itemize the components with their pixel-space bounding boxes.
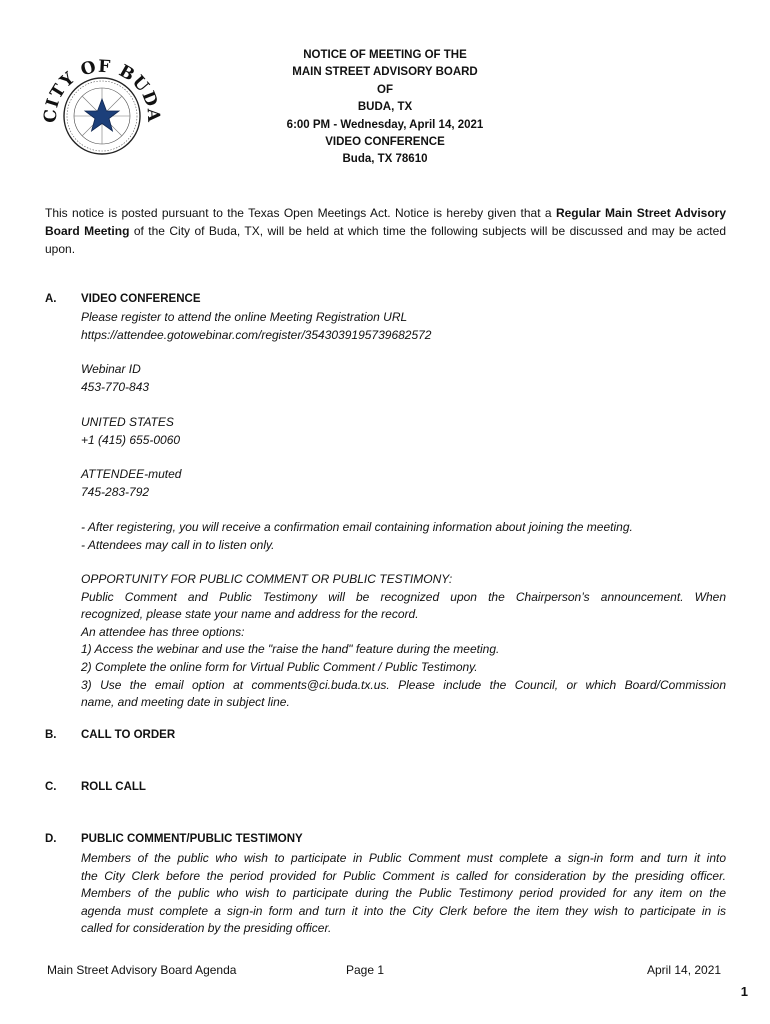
- attendee-block: [81, 466, 726, 501]
- header-line: 6:00 PM - Wednesday, April 14, 2021: [286, 118, 484, 131]
- section-title: CALL TO ORDER: [81, 729, 176, 741]
- option-3-cont: name, and meeting date in subject line.: [81, 695, 290, 710]
- intro-text-end: of the City of Buda, TX, will be held at which time the following subjects will be discussed and may be acted upon.: [45, 224, 726, 256]
- section-letter: D.: [45, 833, 57, 845]
- phone-number: +1 (415) 655-0060: [81, 432, 181, 447]
- footer-left: Main Street Advisory Board Agenda: [47, 963, 237, 977]
- option-1: 1) Access the webinar and use the "raise the hand" feature during the meeting.: [81, 642, 500, 657]
- footer-page: Page 1: [346, 963, 385, 977]
- header-line: OF: [377, 83, 393, 96]
- webinar-id: 453-770-843: [81, 379, 150, 394]
- meeting-name: Regular Main Street Advisory Board Meeting: [45, 206, 727, 238]
- opportunity-text: An attendee has three options:: [81, 624, 245, 639]
- country-label: UNITED STATES: [81, 415, 174, 429]
- section-d-text: called for consideration by the presiding officer.: [81, 921, 332, 936]
- note: - After registering, you will receive a confirmation email containing information about joining the meeting.: [81, 520, 633, 534]
- attendee-label: ATTENDEE-muted: [81, 467, 182, 481]
- webinar-id-label: Webinar ID: [81, 362, 141, 376]
- option-2: 2) Complete the online form for Virtual Public Comment / Public Testimony.: [81, 659, 478, 674]
- city-of-buda-seal: [40, 44, 164, 168]
- page-number: 1: [740, 984, 748, 999]
- public-comment-options: [81, 571, 726, 712]
- intro-paragraph: [45, 204, 726, 258]
- section-d-text: Members of the public who wish to participate during the Public Testimony period provided for any item on the: [81, 886, 726, 901]
- option-3: 3) Use the email option at comments@ci.buda.tx.us. Please include the Council, or which Board/Commission: [81, 677, 726, 692]
- intro-text: This notice is posted pursuant to the Texas Open Meetings Act. Notice is hereby given that a: [45, 206, 556, 220]
- section-letter: A.: [45, 293, 57, 305]
- opportunity-text: recognized, please state your name and address for the record.: [81, 607, 419, 622]
- header-line: BUDA, TX: [357, 101, 413, 114]
- header-line: NOTICE OF MEETING OF THE: [303, 49, 467, 61]
- section-letter: C.: [45, 781, 57, 793]
- phone-block: [81, 414, 726, 449]
- meeting-header: [230, 47, 540, 169]
- section-letter: B.: [45, 729, 57, 741]
- section-d-text: agenda must complete a sign-in form and turn it into the City Clerk before the item they wish to participate in is: [81, 903, 726, 918]
- notes-block: [81, 519, 726, 554]
- header-line: MAIN STREET ADVISORY BOARD: [292, 66, 478, 79]
- section-title: VIDEO CONFERENCE: [81, 293, 201, 305]
- section-d-text: Members of the public who wish to participate in Public Comment must complete a sign-in form and turn it into: [81, 851, 726, 865]
- section-title: PUBLIC COMMENT/PUBLIC TESTIMONY: [81, 833, 303, 845]
- register-text: Please register to attend the online Meeting Registration URL: [81, 310, 408, 324]
- header-line: Buda, TX 78610: [342, 153, 428, 166]
- attendee-code: 745-283-792: [81, 484, 150, 499]
- opportunity-text: Public Comment and Public Testimony will be recognized upon the Chairperson’s announcement. When: [81, 589, 726, 604]
- section-title: ROLL CALL: [81, 781, 146, 793]
- note: - Attendees may call in to listen only.: [81, 537, 275, 552]
- section-a-body: [81, 309, 726, 344]
- opportunity-title: OPPORTUNITY FOR PUBLIC COMMENT OR PUBLIC TESTIMONY:: [81, 572, 453, 586]
- webinar-id-block: [81, 361, 726, 396]
- registration-url[interactable]: https://attendee.gotowebinar.com/register/3543039195739682572: [81, 327, 432, 342]
- footer-date: April 14, 2021: [647, 963, 722, 977]
- header-line: VIDEO CONFERENCE: [325, 136, 445, 149]
- section-d-text: the City Clerk before the period provided for Public Comment is called for consideration by the presiding officer.: [81, 868, 726, 883]
- seal-text: CITY OF BUDA: [40, 56, 164, 124]
- section-d-body: [81, 850, 726, 938]
